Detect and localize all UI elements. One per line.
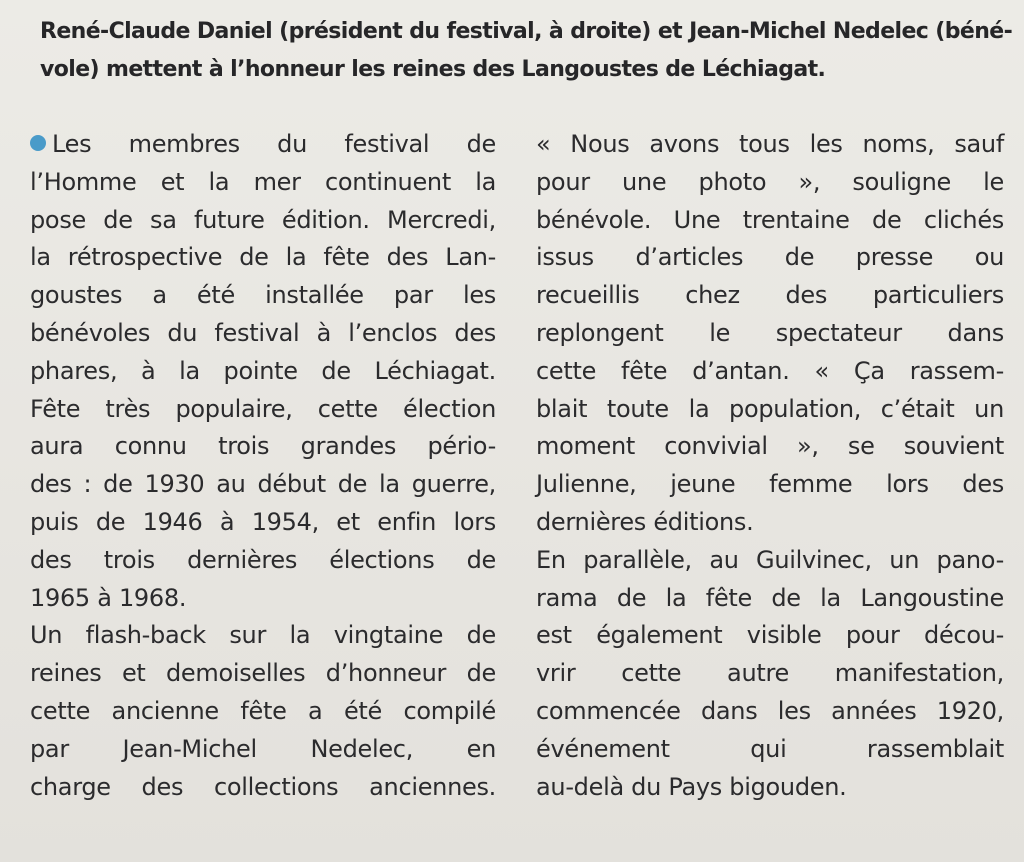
text-line: cette ancienne fête a été compilé <box>30 696 496 725</box>
text-line: des trois dernières élections de <box>30 545 496 574</box>
text-line: commencée dans les années 1920, <box>536 696 1004 725</box>
text-line: moment convivial », se souvient <box>536 432 1004 461</box>
text-line: issus d’articles de presse ou <box>536 243 1004 272</box>
text-line: cette fête d’antan. « Ça rassem- <box>536 356 1004 385</box>
text-line: goustes a été installée par les <box>30 281 496 310</box>
text-line: « Nous avons tous les noms, sauf <box>536 130 1004 158</box>
text-line: puis de 1946 à 1954, et enfin lors <box>30 507 496 536</box>
right-column <box>536 126 1004 806</box>
text-line: En parallèle, au Guilvinec, un pano- <box>536 545 1004 574</box>
text-line: Fête très populaire, cette élection <box>30 394 496 423</box>
caption-line: vole) mettent à l’honneur les reines des Langoustes de Léchiagat. <box>40 56 826 82</box>
text-line: bénévole. Une trentaine de clichés <box>536 205 1004 234</box>
text-line: l’Homme et la mer continuent la <box>30 167 496 196</box>
text-line: recueillis chez des particuliers <box>536 281 1004 310</box>
text-line: aura connu trois grandes pério- <box>30 432 496 461</box>
text-line: Julienne, jeune femme lors des <box>536 470 1004 499</box>
article-body <box>30 126 1002 846</box>
text-line: reines et demoiselles d’honneur de <box>30 659 496 688</box>
text-line: la rétrospective de la fête des Lan- <box>30 243 496 272</box>
bullet-dot-icon <box>30 135 46 151</box>
text-line: événement qui rassemblait <box>536 734 1004 763</box>
text-line <box>30 126 496 164</box>
text-line: replongent le spectateur dans <box>536 318 1004 347</box>
text-line: pour une photo », souligne le <box>536 167 1004 196</box>
photo-caption <box>40 14 1013 90</box>
caption-line: René-Claude Daniel (président du festival, à droite) et Jean-Michel Nedelec (béné- <box>40 19 1013 44</box>
text-line: 1965 à 1968. <box>30 583 187 612</box>
text-line: vrir cette autre manifestation, <box>536 659 1004 688</box>
text-line: pose de sa future édition. Mercredi, <box>30 205 496 234</box>
text-line-content: Les membres du festival de <box>52 130 496 158</box>
text-line: est également visible pour décou- <box>536 621 1004 650</box>
text-line: par Jean-Michel Nedelec, en <box>30 734 496 763</box>
text-line: bénévoles du festival à l’enclos des <box>30 318 496 347</box>
text-line: dernières éditions. <box>536 507 754 536</box>
text-line: rama de la fête de la Langoustine <box>536 583 1004 612</box>
left-column <box>30 126 496 806</box>
text-line: au-delà du Pays bigouden. <box>536 772 847 801</box>
text-line: blait toute la population, c’était un <box>536 394 1004 423</box>
text-line: phares, à la pointe de Léchiagat. <box>30 356 496 385</box>
text-line: charge des collections anciennes. <box>30 772 496 801</box>
text-line: Un flash-back sur la vingtaine de <box>30 621 496 650</box>
text-line: des : de 1930 au début de la guerre, <box>30 470 496 499</box>
